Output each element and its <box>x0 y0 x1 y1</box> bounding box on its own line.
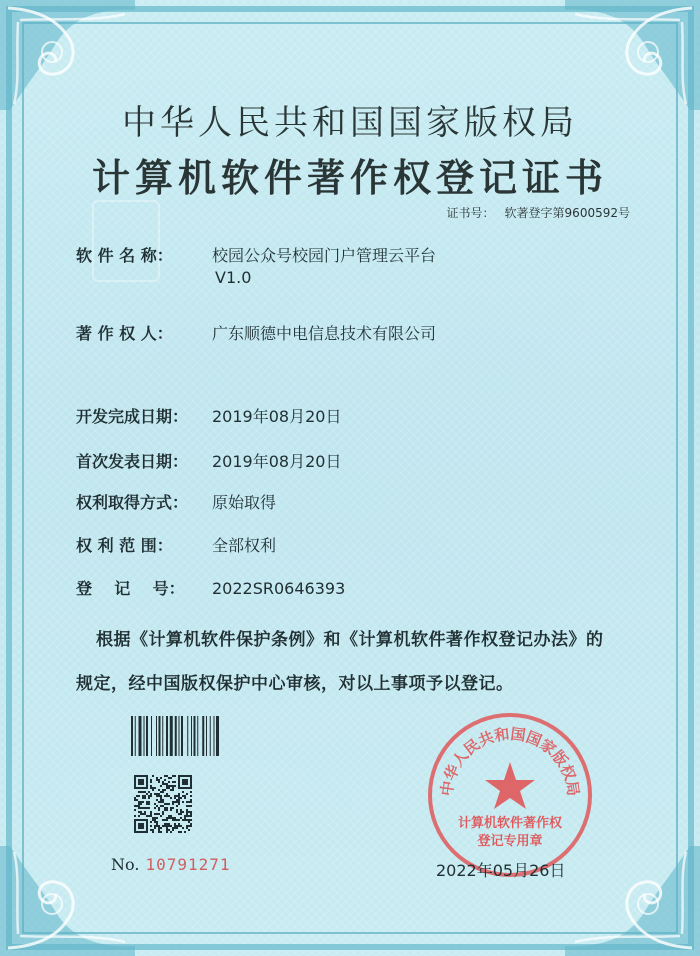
certificate-number <box>447 204 630 221</box>
seal-arc-text: 中华人民共和国国家版权局 <box>437 724 583 798</box>
field-value: 广东顺德中电信息技术有限公司 <box>212 324 437 343</box>
field-value: 2022SR0646393 <box>212 579 346 598</box>
field-value: 全部权利 <box>212 536 277 555</box>
seal-icon <box>425 710 595 880</box>
corner-ornament-icon <box>0 0 135 110</box>
field-label: 著 作 权 人： <box>76 324 173 343</box>
certificate-number-value: 软著登字第9600592号 <box>504 206 630 220</box>
field-value: 2019年08月20日 <box>212 407 342 426</box>
field-value: 校园公众号校园门户管理云平台 <box>212 246 437 265</box>
field-value: 原始取得 <box>212 493 277 512</box>
statement-line-2: 规定，经中国版权保护中心审核，对以上事项予以登记。 <box>76 674 514 694</box>
field-acquire-method <box>76 490 276 513</box>
certificate-title: 计算机软件著作权登记证书 <box>91 155 608 200</box>
field-dev-date <box>76 404 341 427</box>
serial-number-value: 10791271 <box>145 855 231 874</box>
software-version: V1.0 <box>215 268 252 287</box>
issue-date: 2022年05月26日 <box>436 861 566 880</box>
issuer-title: 中华人民共和国国家版权局 <box>122 103 578 143</box>
seal-star-icon <box>485 762 535 809</box>
field-label: 登 记 号： <box>76 579 185 598</box>
seal-text-line-2: 登记专用章 <box>477 834 543 849</box>
serial-number-label: No. <box>111 855 140 874</box>
official-seal <box>425 710 595 880</box>
field-label: 权 利 范 围： <box>76 536 173 555</box>
field-value: 2019年08月20日 <box>212 452 342 471</box>
barcode-icon <box>131 716 241 756</box>
field-scope <box>76 533 276 556</box>
serial-number <box>111 855 231 874</box>
corner-ornament-icon <box>565 0 700 110</box>
field-label: 首次发表日期： <box>76 452 189 471</box>
qr-code-icon <box>134 775 192 833</box>
certificate-number-label: 证书号： <box>446 206 495 220</box>
seal-text-line-1: 计算机软件著作权 <box>457 816 562 831</box>
statement-line-1: 根据《计算机软件保护条例》和《计算机软件著作权登记办法》的 <box>96 630 604 650</box>
watermark-emblem-icon <box>92 200 160 282</box>
field-pub-date <box>76 449 341 472</box>
field-label: 权利取得方式： <box>76 493 189 512</box>
field-label: 开发完成日期： <box>76 407 189 426</box>
field-owner <box>76 321 436 344</box>
field-registration-number <box>76 576 345 599</box>
field-software-name <box>76 243 436 266</box>
field-label: 软 件 名 称： <box>76 246 173 265</box>
